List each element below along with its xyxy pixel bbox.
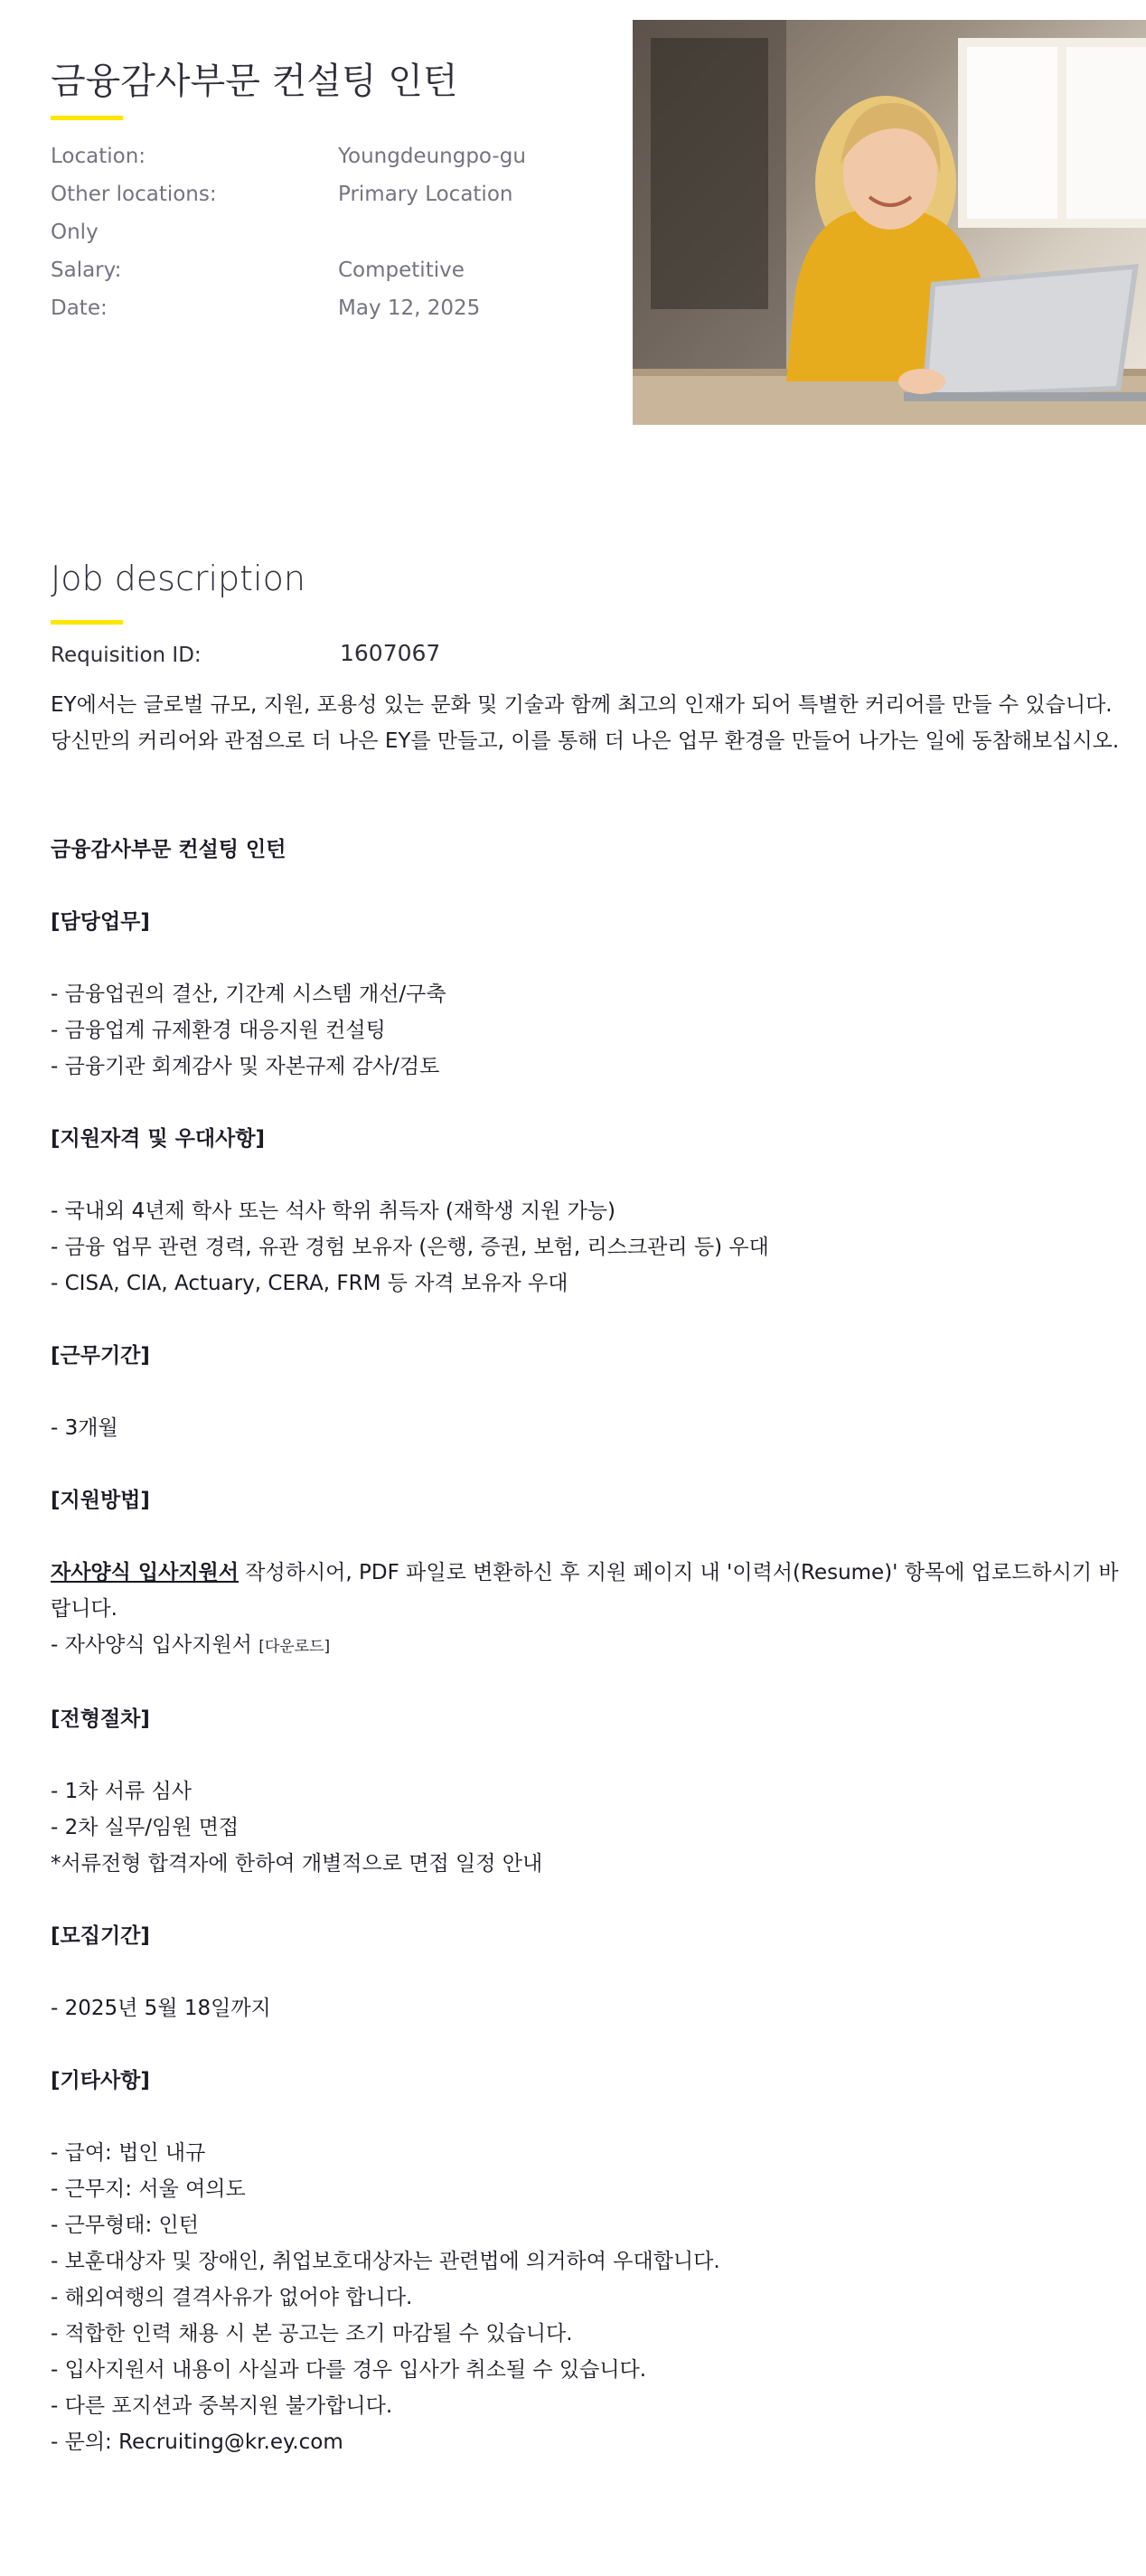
apply-instructions: 작성하시어, PDF 파일로 변환하신 후 지원 페이지 내 '이력서(Resume)' 항목에 업로드하시기 바랍니다. [51,1561,1119,1621]
qualifications-heading: [지원자격 및 우대사항] [51,1127,266,1151]
job-description-heading: Job description [51,559,305,598]
meta-salary [51,251,557,289]
etc-item: - 적합한 인력 채용 시 본 공고는 조기 마감될 수 있습니다. [51,2322,573,2346]
requisition-value: 1607067 [340,640,441,666]
deadline-item: - 2025년 5월 18일까지 [51,1997,271,2020]
location-value: Youngdeungpo-gu [338,145,526,168]
duties-heading: [담당업무] [51,910,150,934]
duty-item: - 금융업권의 결산, 기간계 시스템 개선/구축 [51,982,446,1006]
meta-date [51,289,557,327]
deadline-heading: [모집기간] [51,1924,150,1948]
job-meta [51,137,557,327]
salary-label: Salary: [51,259,122,282]
etc-item: - 입사지원서 내용이 사실과 다를 경우 입사가 취소될 수 있습니다. [51,2358,647,2382]
period-heading: [근무기간] [51,1344,150,1368]
etc-item: - 근무형태: 인턴 [51,2214,199,2237]
hero-image [633,20,1146,425]
other-locations-value: Primary Location [338,183,513,206]
apply-form-text: - 자사양식 입사지원서 [51,1633,259,1657]
duty-item: - 금융업계 규제환경 대응지원 컨설팅 [51,1019,386,1042]
job-description-accent-bar [51,620,123,625]
etc-item: - 급여: 법인 내규 [51,2141,206,2165]
download-link[interactable]: [다운로드] [258,1638,331,1656]
qualification-item: - CISA, CIA, Actuary, CERA, FRM 등 자격 보유자 우대 [51,1272,568,1295]
location-label: Location: [51,145,146,168]
process-note: *서류전형 합격자에 한하여 개별적으로 면접 일정 안내 [51,1852,543,1876]
qualification-item: - 금융 업무 관련 경력, 유관 경험 보유자 (은행, 증권, 보험, 리스크관리 등) 우대 [51,1236,769,1259]
process-item: - 2차 실무/임원 면접 [51,1816,240,1839]
etc-item: - 해외여행의 결격사유가 없어야 합니다. [51,2286,413,2309]
salary-value: Competitive [338,259,465,282]
intro-paragraph-1: EY에서는 글로벌 규모, 지원, 포용성 있는 문화 및 기술과 함께 최고의 인재가 되어 특별한 커리어를 만들 수 있습니다. [51,693,1113,717]
meta-location [51,137,557,175]
apply-paragraph [51,1555,1123,1627]
meta-other-locations [51,175,557,213]
etc-item: - 보훈대상자 및 장애인, 취업보호대상자는 관련법에 의거하여 우대합니다. [51,2250,720,2273]
other-locations-continuation: Only [51,221,99,244]
job-title: 금융감사부문 컨설팅 인턴 [51,61,458,102]
application-form-link[interactable]: 자사양식 입사지원서 [51,1561,239,1584]
job-body [51,687,1123,2460]
etc-heading: [기타사항] [51,2069,150,2092]
etc-item: - 근무지: 서울 여의도 [51,2177,246,2201]
requisition-label: Requisition ID: [51,644,202,667]
hero-illustration [633,20,1146,425]
date-label: Date: [51,296,108,320]
date-value: May 12, 2025 [338,296,481,320]
meta-other-locations-cont [51,213,557,251]
etc-item: - 다른 포지션과 중복지원 불가합니다. [51,2394,393,2418]
apply-heading: [지원방법] [51,1489,150,1512]
requisition-row [51,640,683,676]
duty-item: - 금융기관 회계감사 및 자본규제 감사/검토 [51,1055,440,1078]
process-item: - 1차 서류 심사 [51,1780,192,1803]
title-accent-bar [51,116,123,120]
other-locations-label: Other locations: [51,183,217,206]
period-item: - 3개월 [51,1416,118,1440]
contact-item: - 문의: Recruiting@kr.ey.com [51,2430,343,2454]
intro-paragraph-2: 당신만의 커리어와 관점으로 더 나은 EY를 만들고, 이를 통해 더 나은 업무 환경을 만들어 나가는 일에 동참해보십시오. [51,729,1120,753]
qualification-item: - 국내외 4년제 학사 또는 석사 학위 취득자 (재학생 지원 가능) [51,1199,616,1223]
process-heading: [전형절차] [51,1707,150,1731]
apply-form-line [51,1627,1123,1665]
position-title: 금융감사부문 컨설팅 인턴 [51,838,286,861]
